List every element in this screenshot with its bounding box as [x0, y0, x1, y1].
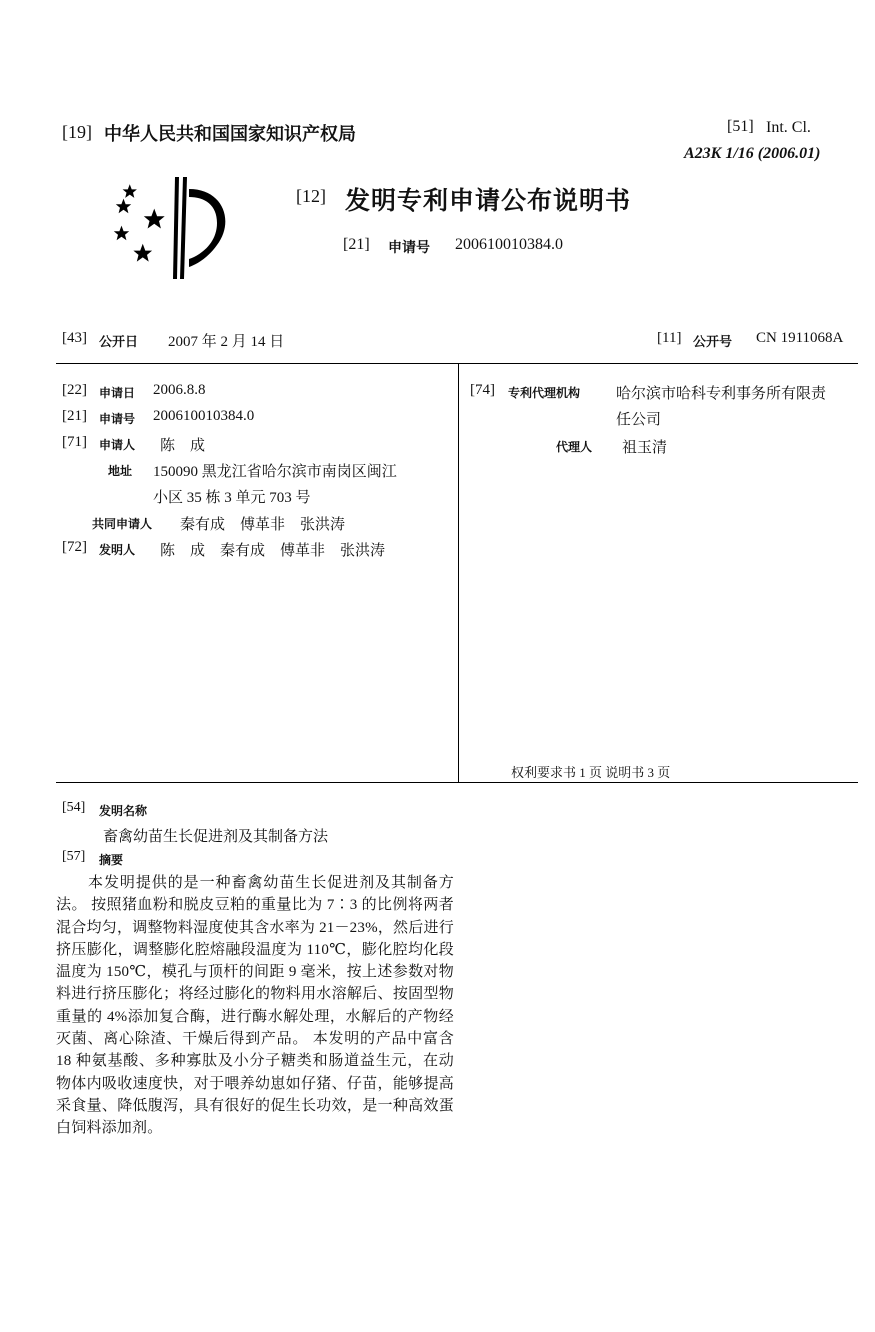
inventor-value: 陈 成 秦有成 傅革非 张洪涛: [160, 543, 386, 559]
agent-label: 代理人: [556, 440, 593, 454]
agent-value: 祖玉清: [622, 440, 668, 456]
agency-label: 专利代理机构: [508, 386, 581, 400]
inventor-label: 发明人: [99, 543, 136, 557]
address-label: 地址: [108, 464, 133, 478]
filing-date-value: 2006.8.8: [153, 382, 206, 398]
applicant-value: 陈 成: [160, 438, 206, 454]
agency-code: [74]: [470, 382, 495, 398]
applicant-code: [71]: [62, 434, 87, 450]
header-app-no-code: [21]: [343, 236, 370, 253]
column-divider: [458, 363, 459, 783]
title-code: [54]: [62, 800, 86, 815]
biblio-app-no-value: 200610010384.0: [153, 408, 255, 424]
header-app-no-label: 申请号: [388, 240, 430, 256]
ipc-code: [51]: [727, 118, 754, 135]
ipc-value: A23K 1/16 (2006.01): [684, 145, 821, 162]
office-name: 中华人民共和国国家知识产权局: [104, 124, 356, 145]
abstract-code: [57]: [62, 849, 86, 864]
office-code: [19]: [62, 122, 92, 142]
pub-date-code: [43]: [62, 330, 87, 346]
co-applicant-value: 秦有成 傅革非 张洪涛: [180, 517, 346, 533]
top-rule: [56, 363, 858, 364]
pub-no-value: CN 1911068A: [756, 330, 844, 346]
pub-date-label: 公开日: [99, 335, 139, 350]
ipc-label: Int. Cl.: [766, 119, 811, 136]
invention-title: 畜禽幼苗生长促进剂及其制备方法: [103, 829, 329, 845]
agency-line-1: 哈尔滨市哈科专利事务所有限责: [616, 386, 827, 402]
pub-no-code: [11]: [657, 330, 682, 346]
pub-date-value: 2007 年 2 月 14 日: [168, 334, 285, 350]
doc-type-code: [12]: [296, 186, 326, 206]
abstract-text: 本发明提供的是一种畜禽幼苗生长促进剂及其制备方法。 按照猪血粉和脱皮豆粕的重量比为 7∶3 的比例将两者混合均匀，调整物料湿度使其含水率为 21－23%，然后进行挤压膨化，调整膨化腔熔融段温度为 110℃，膨化腔均化段温度为 150℃，模孔与顶杆的间距 9 毫米，按上述参数对物料进行挤压膨化；将经过膨化的物料用水溶解后、按固型物重量的 4%添加复合酶，进行酶水解处理，水解后的产物经灭菌、离心除渣、干燥后得到产品。 本发明的产品中富含 18 种氨基酸、多种寡肽及小分子糖类和肠道益生元，在动物体内吸收速度快，对于喂养幼崽如仔猪、仔苗，能够提高采食量、降低腹泻，具有很好的促生长功效，是一种高效蛋白饲料添加剂。: [56, 875, 454, 1137]
header-app-no-value: 200610010384.0: [455, 236, 563, 253]
doc-type-title: 发明专利申请公布说明书: [345, 186, 632, 215]
title-label: 发明名称: [99, 804, 148, 818]
page-counts: 权利要求书 1 页 说明书 3 页: [511, 765, 671, 780]
applicant-label: 申请人: [99, 438, 136, 452]
co-applicant-label: 共同申请人: [92, 517, 153, 531]
filing-date-code: [22]: [62, 382, 87, 398]
address-line-2: 小区 35 栋 3 单元 703 号: [153, 490, 311, 506]
filing-date-label: 申请日: [99, 386, 136, 400]
address-line-1: 150090 黑龙江省哈尔滨市南岗区闽江: [153, 464, 397, 480]
pub-no-label: 公开号: [693, 335, 733, 350]
biblio-app-no-label: 申请号: [99, 412, 136, 426]
biblio-app-no-code: [21]: [62, 408, 87, 424]
inventor-code: [72]: [62, 539, 87, 555]
bottom-rule: [56, 782, 858, 783]
sipo-emblem-icon: [105, 175, 235, 285]
abstract-label: 摘要: [99, 853, 124, 867]
agency-line-2: 任公司: [616, 412, 662, 428]
